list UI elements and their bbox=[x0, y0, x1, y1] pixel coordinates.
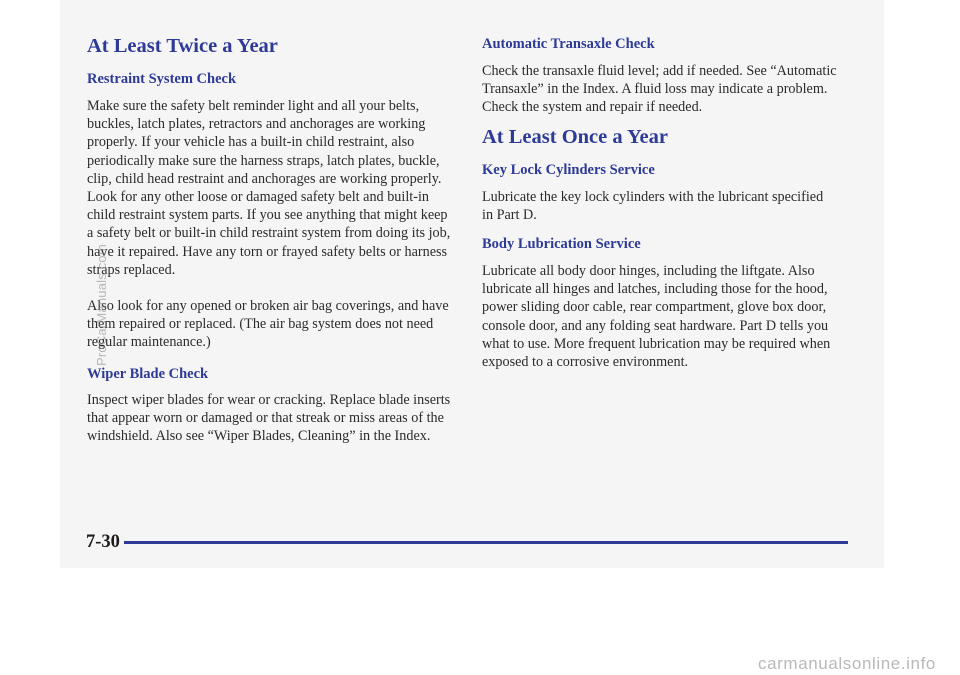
side-watermark-text: ProCarManuals.com bbox=[94, 244, 109, 366]
subheading-automatic-transaxle-check: Automatic Transaxle Check bbox=[482, 36, 655, 52]
paragraph-automatic-transaxle-check: Check the transaxle fluid level; add if needed. See “Automatic Transaxle” in the Index. A fluid loss may indicate a problem. Check the system and repair if needed. bbox=[482, 63, 837, 116]
paragraph-body-lubrication-service: Lubricate all body door hinges, including the liftgate. Also lubricate all hinges and latches, including those for the hood, power sliding door cable, rear compartment, glove box door, console door, and any folding seat hardware. Part D tells you what to use. More frequent lubrication may be required when exposed to a corrosive environment. bbox=[482, 263, 831, 371]
section-heading-twice-a-year: At Least Twice a Year bbox=[87, 35, 278, 57]
bottom-watermark: carmanualsonline.info bbox=[758, 654, 936, 673]
subheading-key-lock-cylinders-service: Key Lock Cylinders Service bbox=[482, 162, 655, 178]
paragraph-restraint-system-1: Make sure the safety belt reminder light and all your belts, buckles, latch plates, retractors and anchorages are working properly. If your vehicle has a built-in child restraint, also periodically make sure the harness straps, latch plates, buckle, clip, child head restraint and anchorages are working properly. Look for any other loose or damaged safety belt and built-in child restraint system parts. If you see anything that might keep a safety belt or built-in child restraint system from doing its job, have it repaired. Have any torn or frayed safety belts or harness straps replaced. bbox=[87, 98, 451, 278]
subheading-restraint-system-check: Restraint System Check bbox=[87, 71, 237, 87]
paragraph-wiper-blade-check: Inspect wiper blades for wear or cracking. Replace blade inserts that appear worn or damaged or that streak or miss areas of the windshield. Also see “Wiper Blades, Cleaning” in the Index. bbox=[87, 392, 451, 445]
subheading-body-lubrication-service: Body Lubrication Service bbox=[482, 236, 641, 252]
page-number: 7-30 bbox=[86, 532, 120, 552]
paragraph-restraint-system-2: Also look for any opened or broken air bag coverings, and have them repaired or replaced. (The air bag system does not need regular maintenance.) bbox=[87, 298, 449, 351]
paragraph-key-lock-cylinders-service: Lubricate the key lock cylinders with the lubricant specified in Part D. bbox=[482, 189, 824, 224]
footer-rule bbox=[124, 541, 848, 544]
section-heading-once-a-year: At Least Once a Year bbox=[482, 126, 668, 148]
subheading-wiper-blade-check: Wiper Blade Check bbox=[87, 366, 209, 382]
